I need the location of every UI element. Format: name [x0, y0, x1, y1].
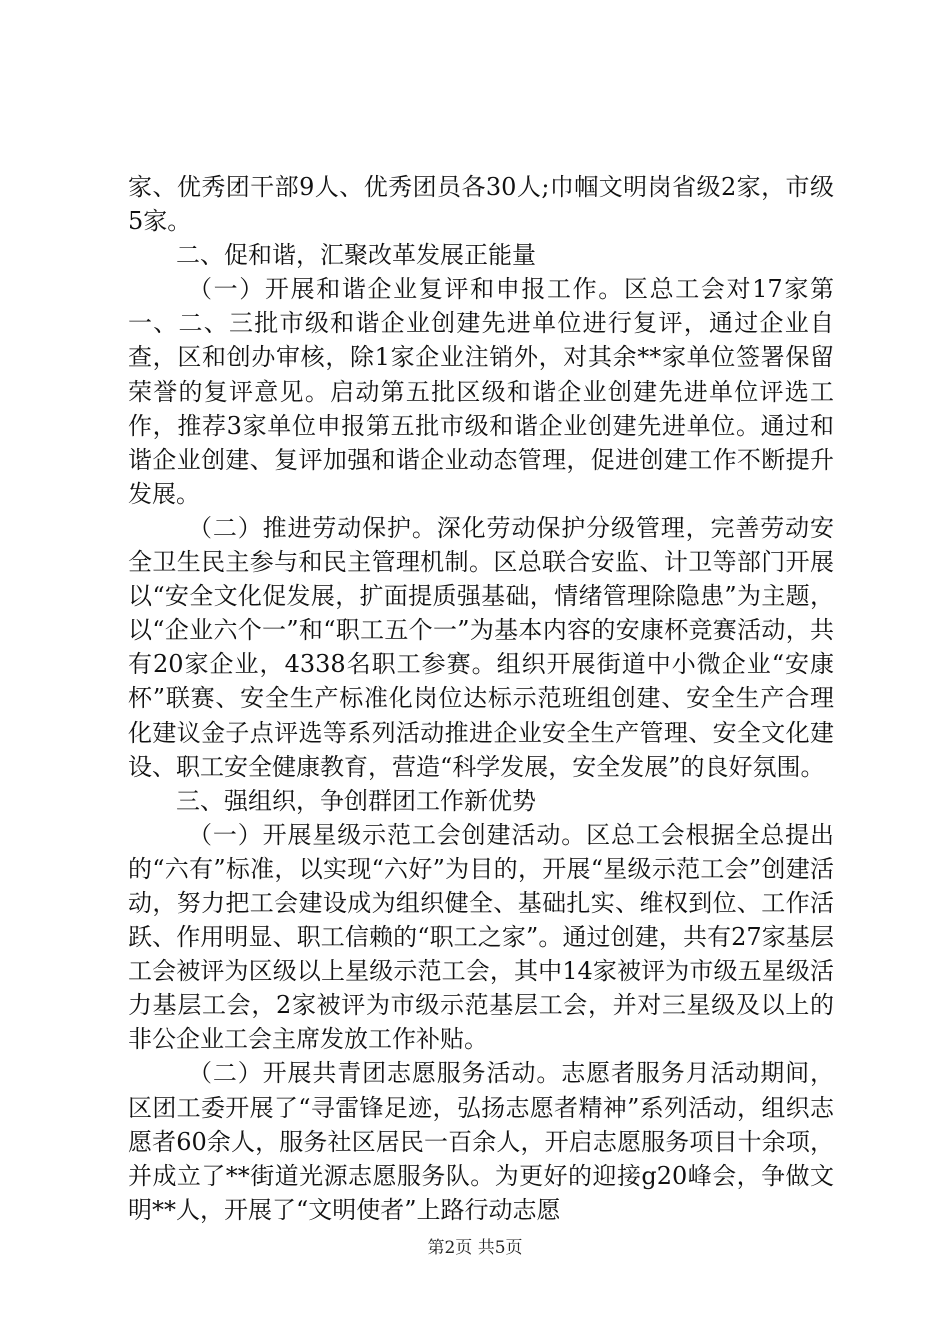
section-heading-2: 二、促和谐，汇聚改革发展正能量: [176, 241, 536, 270]
page-number-footer: 第2页 共5页: [427, 1238, 523, 1258]
paragraph-harmonious-enterprise: （一）开展和谐企业复评和申报工作。区总工会对17家第一、二、三批市级和谐企业创建先进单位进行复评，通过企业自查，区和创办审核，除1家企业注销外，对其余**家单位签署保留荣誉的复评意见。启动第五批区级和谐企业创建先进单位评选工作，推荐3家单位申报第五批市级和谐企业创建先进单位。通过和谐企业创建、复评加强和谐企业动态管理，促进创建工作不断提升发展。: [128, 275, 834, 508]
paragraph-volunteer-service: （二）开展共青团志愿服务活动。志愿者服务月活动期间，区团工委开展了“寻雷锋足迹，弘扬志愿者精神”系列活动，组织志愿者60余人，服务社区居民一百余人，开启志愿服务项目十余项，并成立了**街道光源志愿服务队。为更好的迎接g20峰会，争做文明**人，开展了“文明使者”上路行动志愿: [128, 1059, 834, 1224]
paragraph-continuation: 家、优秀团干部9人、优秀团员各30人;巾帼文明岗省级2家，市级5家。: [128, 173, 834, 236]
section-heading-3: 三、强组织，争创群团工作新优势: [176, 786, 536, 815]
paragraph-star-union: （一）开展星级示范工会创建活动。区总工会根据全总提出的“六有”标准，以实现“六好”为目的，开展“星级示范工会”创建活动，努力把工会建设成为组织健全、基础扎实、维权到位、工作活跃、作用明显、职工信赖的“职工之家”。通过创建，共有27家基层工会被评为区级以上星级示范工会，其中14家被评为市级五星级活力基层工会，2家被评为市级示范基层工会，并对三星级及以上的非公企业工会主席发放工作补贴。: [128, 820, 834, 1054]
paragraph-labor-protection: （二）推进劳动保护。深化劳动保护分级管理，完善劳动安全卫生民主参与和民主管理机制。区总联合安监、计卫等部门开展以“安全文化促发展，扩面提质强基础，情绪管理除隐患”为主题，以“企业六个一”和“职工五个一”为基本内容的安康杯竞赛活动，共有20家企业，4338名职工参赛。组织开展街道中小微企业“安康杯”联赛、安全生产标准化岗位达标示范班组创建、安全生产合理化建议金子点评选等系列活动推进企业安全生产管理、安全文化建设、职工安全健康教育，营造“科学发展，安全发展”的良好氛围。: [128, 513, 834, 781]
document-body: [128, 170, 834, 1227]
